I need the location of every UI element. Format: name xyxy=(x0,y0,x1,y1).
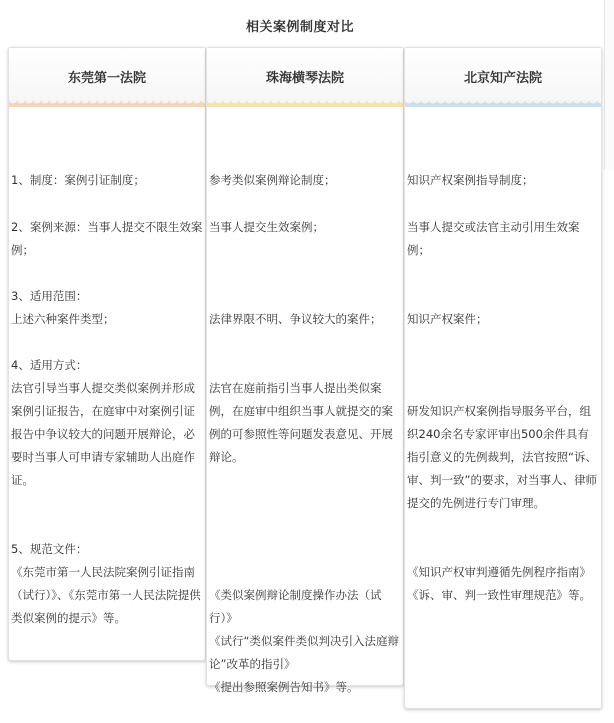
column-title: 北京知产法院 xyxy=(463,70,542,86)
column-card-zhuhai xyxy=(206,47,404,694)
column-entry-system: 参考类似案例辩论制度； xyxy=(209,173,336,187)
column-card-dongguan xyxy=(8,47,206,661)
column-entry-scope: 法律界限不明、争议较大的案件； xyxy=(209,312,382,326)
header-wave-decoration xyxy=(9,99,205,107)
column-entry-method: 4、适用方式： 法官引导当事人提交类似案例并形成案例引证报告，在庭审中对案例引证报告中争议较大的问题开展辩论，必要时当事人可申请专家辅助人出庭作证。 xyxy=(11,358,195,487)
column-title: 珠海横琴法院 xyxy=(265,70,344,86)
scrollbar[interactable] xyxy=(604,0,614,170)
column-entry-source: 当事人提交生效案例； xyxy=(209,220,324,234)
column-entry-documents: 5、规范文件： 《东莞市第一人民法院案例引证指南（试行）》、《东莞市第一人民法院提供类似案例的提示》等。 xyxy=(11,542,201,625)
column-entry-documents: 《知识产权审判遵循先例程序指南》《诉、审、判一致性审理规范》等。 xyxy=(407,565,591,602)
column-entry-source: 当事人提交或法官主动引用生效案例； xyxy=(407,220,580,257)
column-entry-method: 法官在庭前指引当事人提出类似案例，在庭审中组织当事人就提交的案例的可参照性等问题发表意见、开展辩论。 xyxy=(209,381,393,464)
header-wave-decoration xyxy=(405,99,601,107)
page-title: 相关案例制度对比 xyxy=(245,20,354,35)
column-header xyxy=(405,48,601,104)
column-header xyxy=(207,48,403,104)
column-entry-scope: 3、适用范围： 上述六种案件类型； xyxy=(11,289,115,326)
column-entry-scope: 知识产权案件； xyxy=(407,312,488,326)
column-card-beijing xyxy=(404,47,602,709)
column-entry-source: 2、案例来源：当事人提交不限生效案例； xyxy=(11,220,203,257)
column-entry-documents: 《类似案例辩论制度操作办法（试行）》 《试行“类似案件类似判决引入法庭辩论”改革的指引》 《提出参照案例告知书》等。 xyxy=(209,588,399,694)
header-wave-decoration xyxy=(207,99,403,107)
column-entry-method: 研发知识产权案例指导服务平台，组织240余名专家评审出500余件具有指引意义的先例裁判，法官按照“诉、审、判一致”的要求，对当事人、律师提交的先例进行专门审理。 xyxy=(407,404,597,510)
column-header xyxy=(9,48,205,104)
column-entry-system: 知识产权案例指导制度； xyxy=(407,173,534,187)
column-entry-system: 1、制度：案例引证制度； xyxy=(11,173,145,187)
column-title: 东莞第一法院 xyxy=(67,70,146,86)
